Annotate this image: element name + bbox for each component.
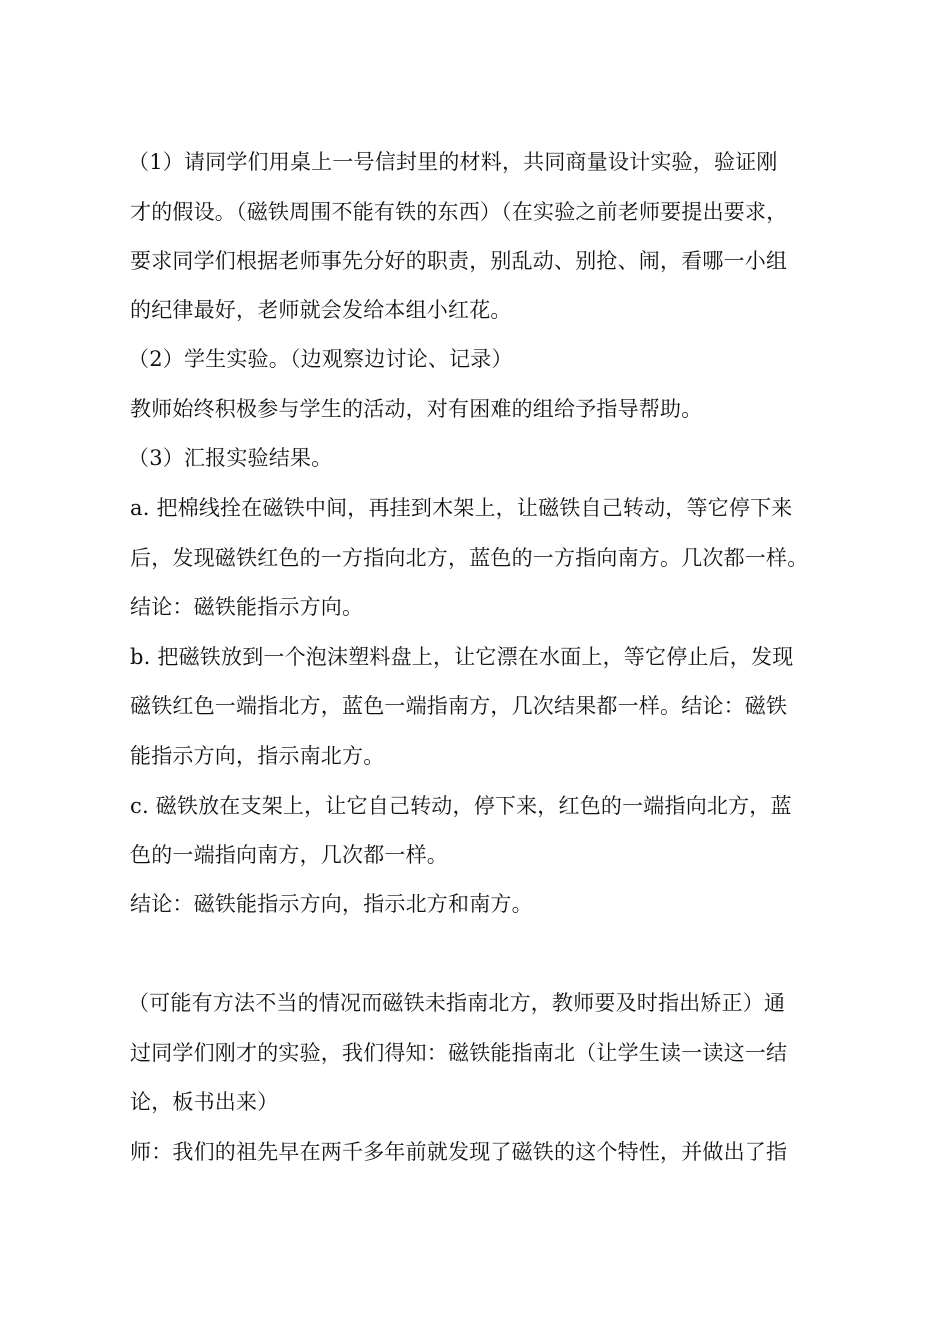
text-line: 结论：磁铁能指示方向，指示北方和南方。: [130, 892, 533, 916]
text-line: 才的假设。（磁铁周围不能有铁的东西）（在实验之前老师要提出要求，: [130, 200, 788, 224]
text-line: 色的一端指向南方，几次都一样。: [130, 843, 448, 867]
text-line: （1）请同学们用桌上一号信封里的材料，共同商量设计实验，验证刚: [128, 150, 778, 174]
text-line: 磁铁红色一端指北方，蓝色一端指南方，几次结果都一样。结论：磁铁: [130, 694, 788, 718]
text-line: 的纪律最好，老师就会发给本组小红花。: [130, 298, 512, 322]
text-line: （3）汇报实验结果。: [128, 446, 333, 470]
text-line: 后，发现磁铁红色的一方指向北方，蓝色的一方指向南方。几次都一样。: [130, 546, 809, 570]
text-line: 要求同学们根据老师事先分好的职责，别乱动、别抢、闹，看哪一小组: [130, 249, 788, 273]
text-line: b. 把磁铁放到一个泡沫塑料盘上，让它漂在水面上，等它停止后，发现: [130, 645, 794, 669]
text-line: 过同学们刚才的实验，我们得知：磁铁能指南北（让学生读一读这一结: [130, 1041, 788, 1065]
text-line: 教师始终积极参与学生的活动，对有困难的组给予指导帮助。: [130, 397, 703, 421]
text-line: 结论：磁铁能指示方向。: [130, 595, 364, 619]
text-line: 能指示方向，指示南北方。: [130, 744, 385, 768]
text-line: （可能有方法不当的情况而磁铁未指南北方，教师要及时指出矫正）通: [128, 991, 786, 1015]
text-line: （2）学生实验。（边观察边讨论、记录）: [128, 347, 513, 371]
text-line: a. 把棉线拴在磁铁中间，再挂到木架上，让磁铁自己转动，等它停下来: [130, 496, 793, 520]
text-line: 论，板书出来）: [130, 1090, 279, 1114]
text-line: c. 磁铁放在支架上，让它自己转动，停下来，红色的一端指向北方，蓝: [130, 794, 792, 818]
text-line: 师：我们的祖先早在两千多年前就发现了磁铁的这个特性，并做出了指: [130, 1140, 788, 1164]
